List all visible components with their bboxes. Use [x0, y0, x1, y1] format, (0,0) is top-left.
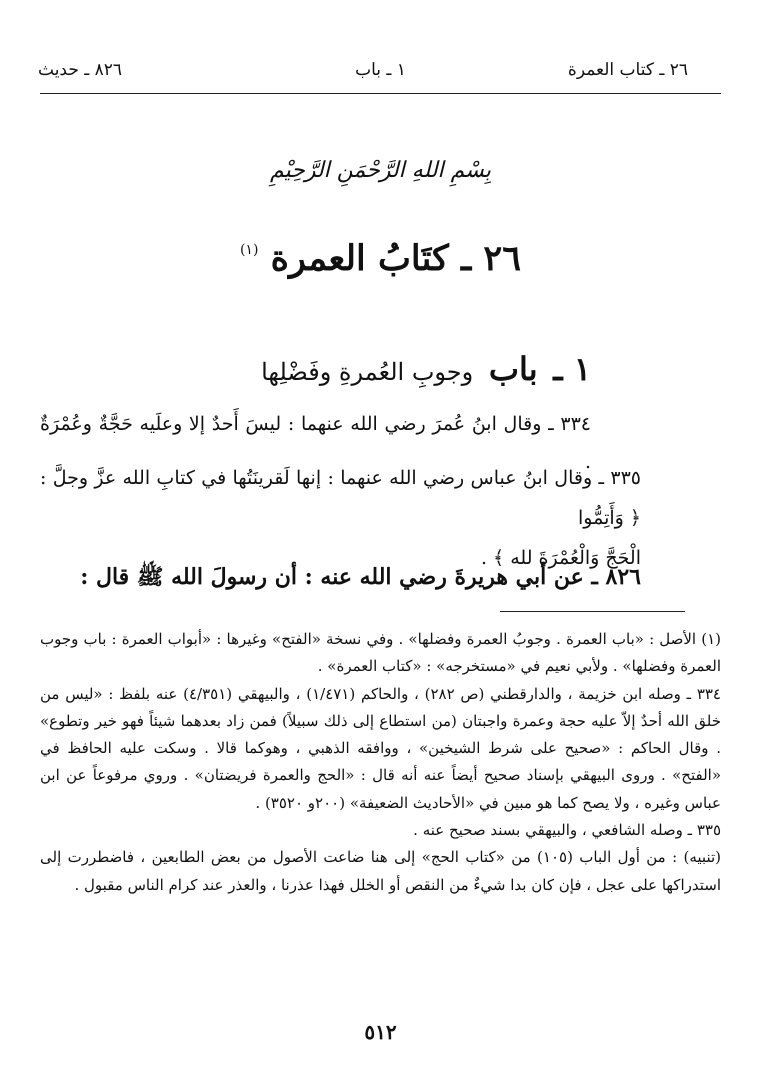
page-number: ٥١٢: [364, 1020, 397, 1044]
athar-335-line-2: الْحَجَّ وَالْعُمْرَةَ لله ﴾ .: [480, 547, 641, 569]
hadith-826-heading: ٨٢٦ ـ عن أبي هريرةَ رضي الله عنه : أن رسولَ الله ﷺ قال :: [80, 564, 641, 590]
footnote-335: ٣٣٥ ـ وصله الشافعي ، والبيهقي بسند صحيح عنه .: [413, 821, 721, 840]
chapter-heading: [40, 350, 591, 388]
chapter-number: ١ ـ: [553, 350, 591, 388]
footnote-334: ٣٣٤ ـ وصله ابن خزيمة ، والدارقطني (ص ٢٨٢) ، والحاكم (١/٤٧١) ، والبيهقي (٤/٣٥١) عنه بلفظ : «ليس من خلق الله أحدٌ إلاّ عليه حجة وعمرة واجبتان (من استطاع إلى ذلك سبيلاً) فمن زاد بعدهما شيئاً فهو خير وتطوع» . وقال الحاكم : «صحيح على شرط الشيخين» ، ووافقه الذهبي ، وهوكما قالا . وسكت عليه الحافظ في «الفتح» . وروى البيهقي بإسناد صحيح أيضاً عنه أنه قال : «الحج والعمرة فريضتان» . وروي مرفوعاً عن ابن عباس وغيره ، ولا يصح كما هو مبين في «الأحاديث الضعيفة» (٢٠٠و ٣٥٢٠) .: [40, 684, 721, 812]
book-title-text: ٢٦ ـ كتَابُ العمرة: [270, 238, 522, 279]
footnotes: [40, 626, 721, 899]
running-header-book: ٢٦ ـ كتاب العمرة: [567, 60, 688, 80]
footnote-1: (١) الأصل : «باب العمرة . وجوبُ العمرة وفضلها» . وفي نسخة «الفتح» وغيرها : «أبواب العمرة : باب وجوب العمرة وفضلها» . ولأبي نعيم في «مستخرجه» : «كتاب العمرة» .: [40, 630, 721, 676]
book-title: [0, 238, 761, 279]
running-header-hadith: ٨٢٦ ـ حديث: [38, 60, 123, 80]
chapter-bab: باب: [488, 350, 538, 388]
header-rule: [40, 93, 721, 94]
footnote-rule: [500, 611, 685, 612]
athar-335-line-1: ٣٣٥ ـ وقال ابنُ عباس رضي الله عنهما : إنها لَقرينَتُها في كتابِ الله عزَّ وجلَّ : ﴿ وَأَتِمُّوا: [40, 467, 641, 529]
chapter-title: وجوبِ العُمرةِ وفَضْلِها: [261, 358, 474, 386]
footnote-notice: (تنبيه) : من أول الباب (١٠٥) من «كتاب الحج» إلى هنا ضاعت الأصول من بعض الطابعين ، فاضطررت إلى استدراكها على عجل ، فإن كان بدا شيءٌ من النقص أو الخلل فهذا عذرنا ، والعذر عند كرام الناس مقبول .: [40, 848, 721, 894]
athar-334: ٣٣٤ ـ وقال ابنُ عُمرَ رضي الله عنهما : ليسَ أَحدٌ إلا وعلَيه حَجَّةٌ وعُمْرَةٌ .: [40, 413, 591, 473]
running-header-chapter: ١ ـ باب: [355, 60, 406, 80]
book-title-footnote-marker: (١): [239, 242, 259, 258]
basmala: بِسْمِ اللهِ الرَّحْمَنِ الرَّحِيْمِ: [269, 158, 492, 183]
